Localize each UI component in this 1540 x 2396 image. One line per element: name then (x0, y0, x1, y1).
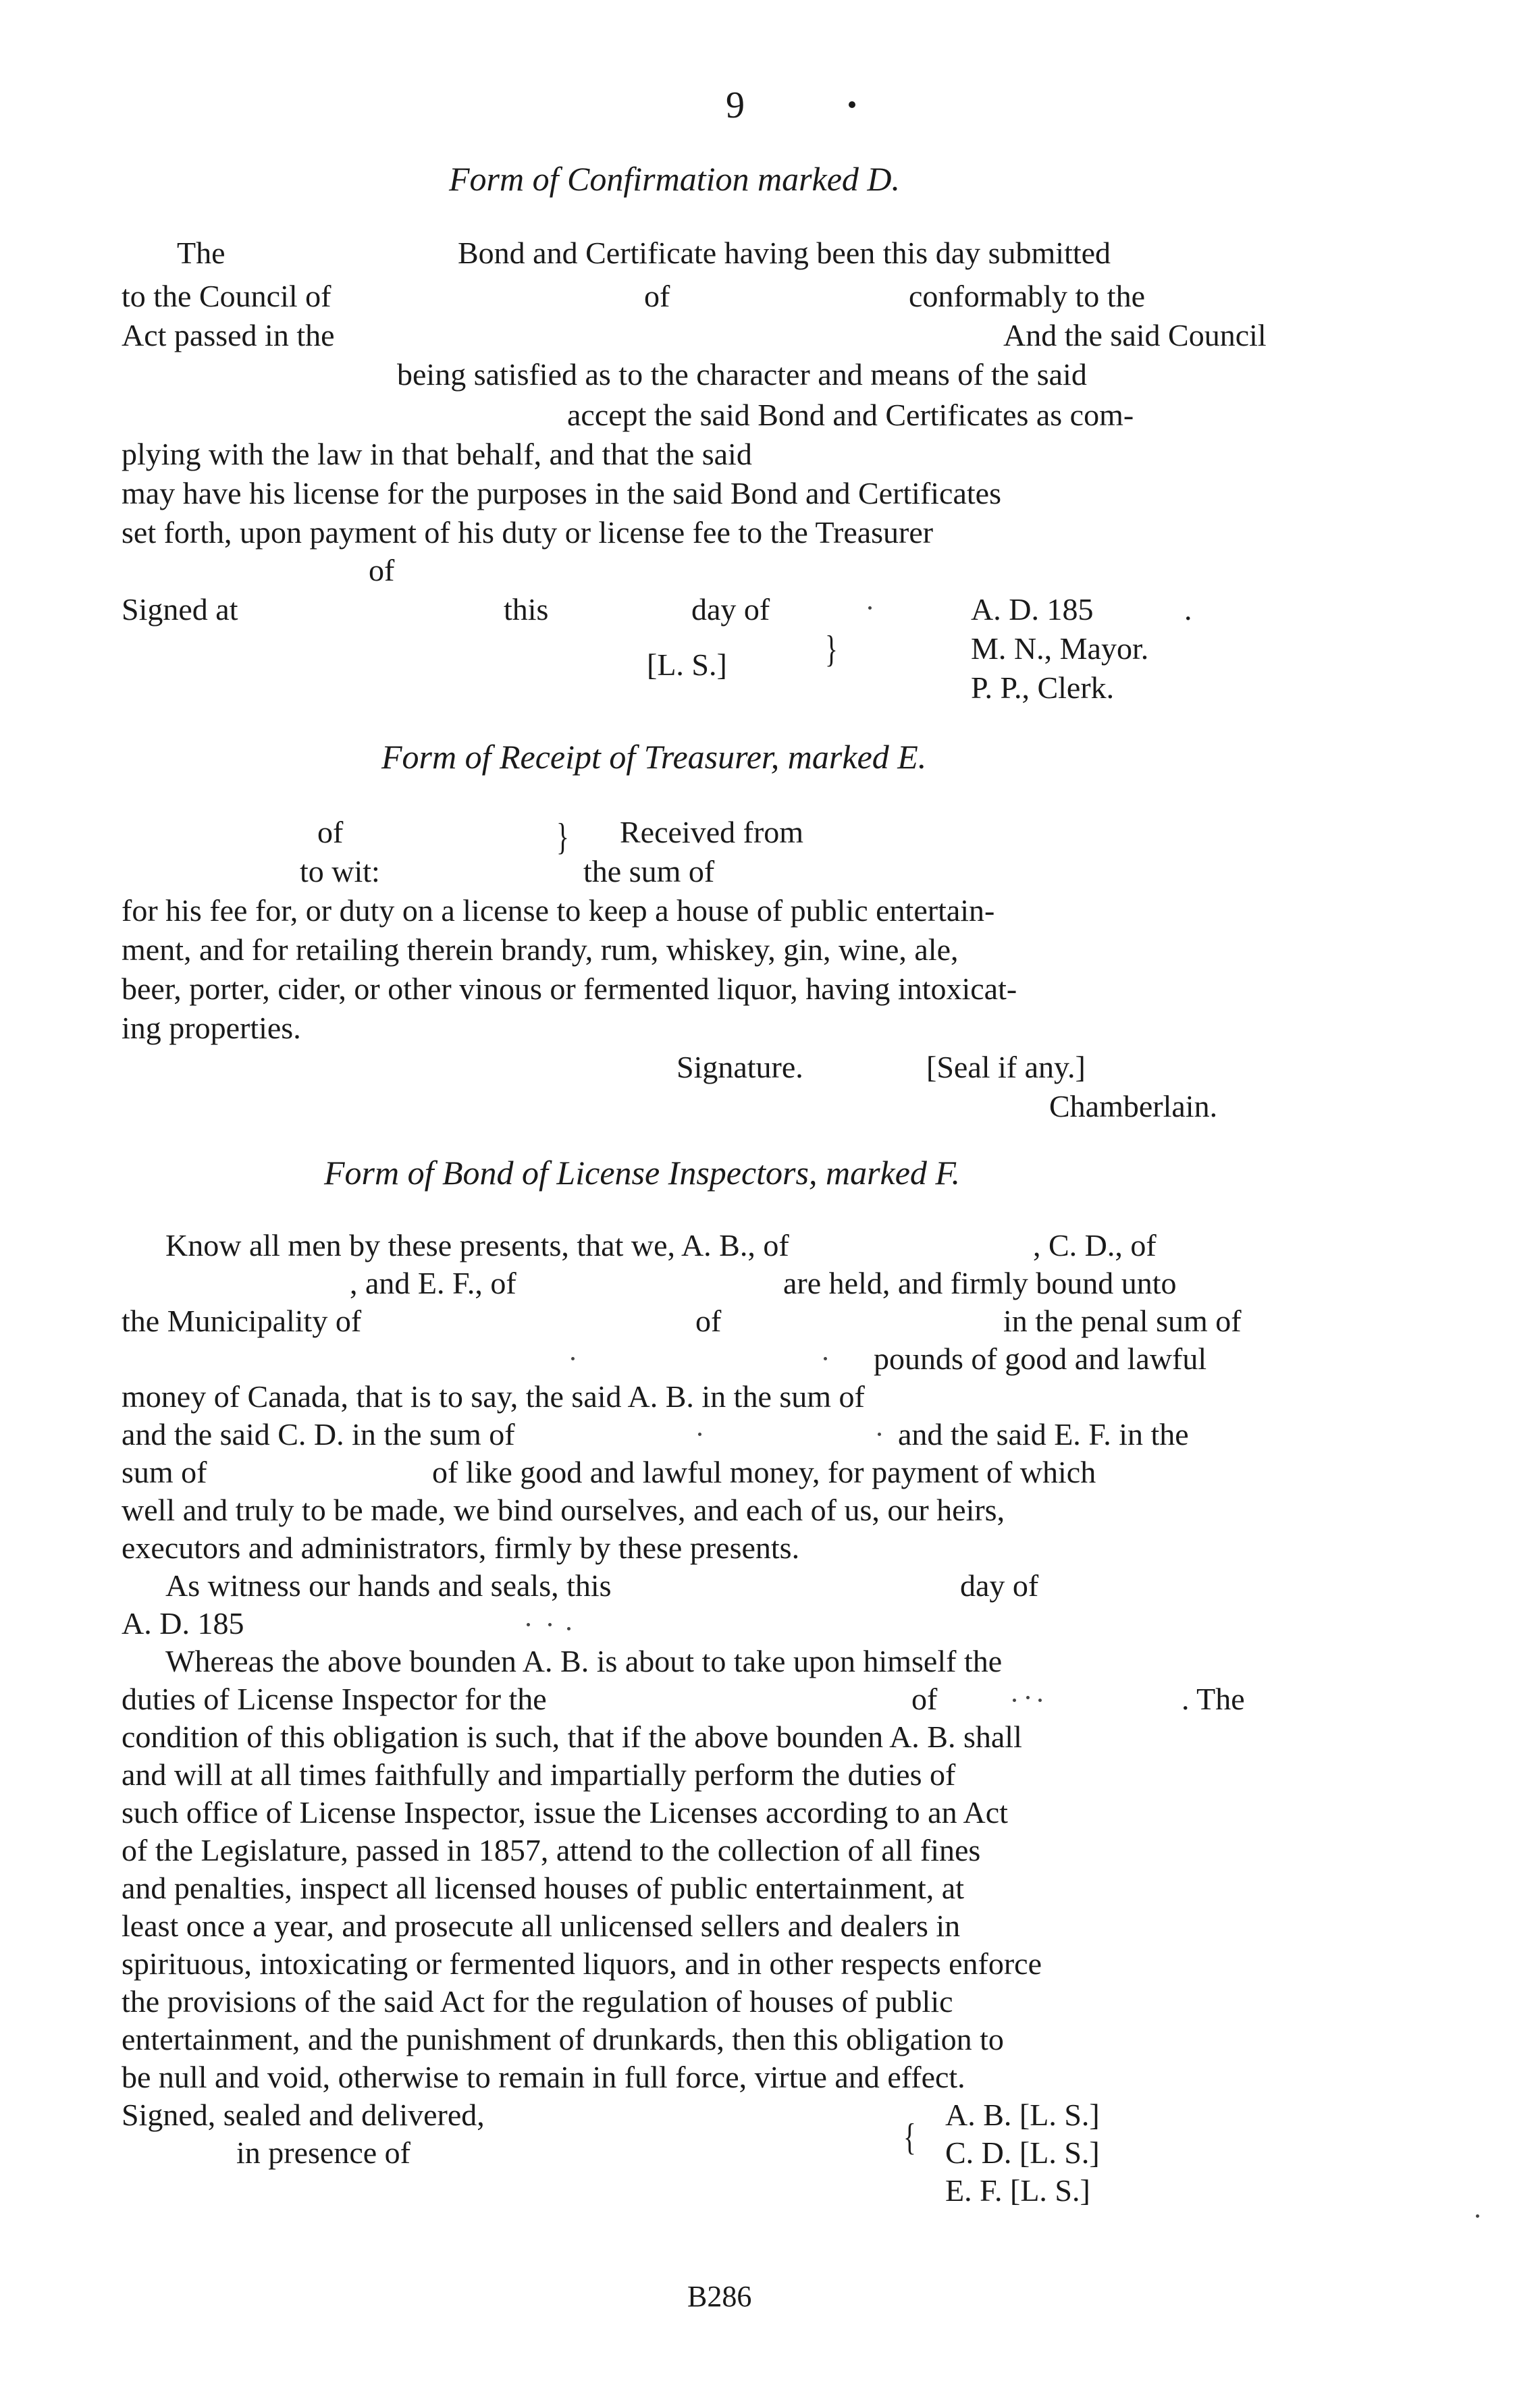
form-f-line: least once a year, and prosecute all unlicensed sellers and dealers in (122, 1909, 961, 1943)
form-f-line: Know all men by these presents, that we, A. B., of (165, 1228, 789, 1262)
brace-glyph: } (556, 816, 569, 858)
form-f-line: well and truly to be made, we bind ourselves, and each of us, our heirs, (122, 1493, 1005, 1527)
form-f-line: and the said E. F. in the (898, 1417, 1189, 1452)
form-f-line: As witness our hands and seals, this (165, 1568, 612, 1603)
ink-speck (878, 1433, 881, 1436)
form-f-line: sum of (122, 1455, 207, 1489)
form-f-line: the provisions of the said Act for the regulation of houses of public (122, 1984, 953, 2019)
page-number: 9 (726, 84, 745, 126)
ink-mark (849, 101, 855, 108)
form-f-line: condition of this obligation is such, that if the above bounden A. B. shall (122, 1720, 1022, 1754)
ink-speck (824, 1357, 827, 1360)
form-e-of: of (317, 815, 344, 849)
form-f-line: of (911, 1682, 938, 1716)
ink-speck (527, 1623, 530, 1626)
form-e-body-line: ing properties. (122, 1011, 301, 1045)
form-f-line: of (695, 1304, 722, 1338)
form-f-line: and the said C. D. in the sum of (122, 1417, 515, 1452)
form-f-line: A. D. 185 (122, 1606, 244, 1641)
sum-of-label: the sum of (583, 854, 715, 888)
form-f-line: are held, and firmly bound unto (783, 1266, 1177, 1300)
form-d-line: The (177, 236, 225, 270)
brace-glyph: { (903, 2117, 916, 2158)
ink-speck (868, 606, 872, 610)
form-f-line: and will at all times faithfully and impartially perform the duties of (122, 1757, 956, 1792)
form-e-title: Form of Receipt of Treasurer, marked E. (381, 738, 927, 776)
brace-glyph: } (825, 629, 838, 670)
seal-if-any: [Seal if any.] (926, 1050, 1086, 1084)
form-f-line: be null and void, otherwise to remain in full force, virtue and effect. (122, 2060, 965, 2094)
anno-domini-dot: . (1184, 592, 1192, 627)
form-d-line: Act passed in the (122, 318, 335, 352)
form-f-line: duties of License Inspector for the (122, 1682, 547, 1716)
form-f-line: of the Legislature, passed in 1857, attend to the collection of all fines (122, 1833, 981, 1867)
form-d-line: And the said Council (1003, 318, 1267, 352)
form-f-line: and penalties, inspect all licensed houses of public entertainment, at (122, 1871, 964, 1905)
printer-signature: B286 (687, 2280, 752, 2313)
form-f-line: , C. D., of (1033, 1228, 1157, 1262)
form-f-line: C. D. [L. S.] (945, 2135, 1100, 2170)
form-d-line: set forth, upon payment of his duty or license fee to the Treasurer (122, 515, 934, 550)
form-f-line: pounds of good and lawful (874, 1341, 1207, 1376)
ink-speck (1476, 2214, 1479, 2218)
ink-speck (1013, 1699, 1016, 1702)
received-from-label: Received from (620, 815, 804, 849)
form-f-line: spirituous, intoxicating or fermented liquors, and in other respects enforce (122, 1946, 1042, 1981)
form-f-line: Signed, sealed and delivered, (122, 2098, 485, 2132)
ink-speck (548, 1623, 552, 1626)
form-e-body-line: ment, and for retailing therein brandy, rum, whiskey, gin, wine, ale, (122, 932, 959, 967)
form-d-line: Bond and Certificate having been this day submitted (458, 236, 1111, 270)
form-f-line: Whereas the above bounden A. B. is about to take upon himself the (165, 1644, 1003, 1678)
form-d-line: of (369, 553, 395, 587)
form-f-line: entertainment, and the punishment of drunkards, then this obligation to (122, 2022, 1004, 2056)
day-of-label: day of (691, 592, 770, 627)
ink-speck (1038, 1699, 1042, 1702)
seal-label: [L. S.] (647, 647, 727, 682)
form-f-title: Form of Bond of License Inspectors, marked F. (324, 1154, 961, 1192)
this-label: this (504, 592, 549, 627)
signature-label: Signature. (676, 1050, 803, 1084)
form-d-title: Form of Confirmation marked D. (449, 160, 901, 198)
form-d-line: may have his license for the purposes in the said Bond and Certificates (122, 476, 1001, 510)
form-f-line: , and E. F., of (350, 1266, 516, 1300)
clerk-signature: P. P., Clerk. (971, 670, 1115, 705)
mayor-signature: M. N., Mayor. (971, 631, 1149, 666)
anno-domini: A. D. 185 (971, 592, 1094, 627)
form-f-line: executors and administrators, firmly by these presents. (122, 1530, 800, 1565)
signed-at-label: Signed at (122, 592, 238, 627)
form-f-line: in the penal sum of (1003, 1304, 1242, 1338)
chamberlain-label: Chamberlain. (1049, 1089, 1218, 1123)
form-d-line: to the Council of (122, 279, 331, 313)
form-e-body-line: for his fee for, or duty on a license to keep a house of public entertain- (122, 893, 995, 928)
form-f-line: . The (1181, 1682, 1245, 1716)
form-f-line: in presence of (236, 2135, 410, 2170)
form-f-line: the Municipality of (122, 1304, 362, 1338)
form-f-line: A. B. [L. S.] (945, 2098, 1100, 2132)
form-f-line: such office of License Inspector, issue the Licenses according to an Act (122, 1795, 1008, 1830)
form-f-line: money of Canada, that is to say, the said A. B. in the sum of (122, 1379, 865, 1414)
form-d-line: plying with the law in that behalf, and that the said (122, 437, 752, 471)
form-e-body-line: beer, porter, cider, or other vinous or fermented liquor, having intoxicat- (122, 971, 1017, 1006)
form-f-line: E. F. [L. S.] (945, 2173, 1090, 2208)
ink-speck (571, 1357, 575, 1360)
ink-speck (567, 1627, 570, 1630)
form-f-line: day of (960, 1568, 1039, 1603)
form-e-to-wit: to wit: (300, 854, 380, 888)
form-d-line: being satisfied as to the character and means of the said (397, 357, 1087, 392)
ink-speck (1026, 1696, 1030, 1699)
form-d-line: of (644, 279, 670, 313)
ink-speck (698, 1433, 701, 1436)
form-d-line: conformably to the (909, 279, 1146, 313)
form-d-line: accept the said Bond and Certificates as com- (567, 398, 1134, 432)
form-f-line: of like good and lawful money, for payment of which (432, 1455, 1096, 1489)
